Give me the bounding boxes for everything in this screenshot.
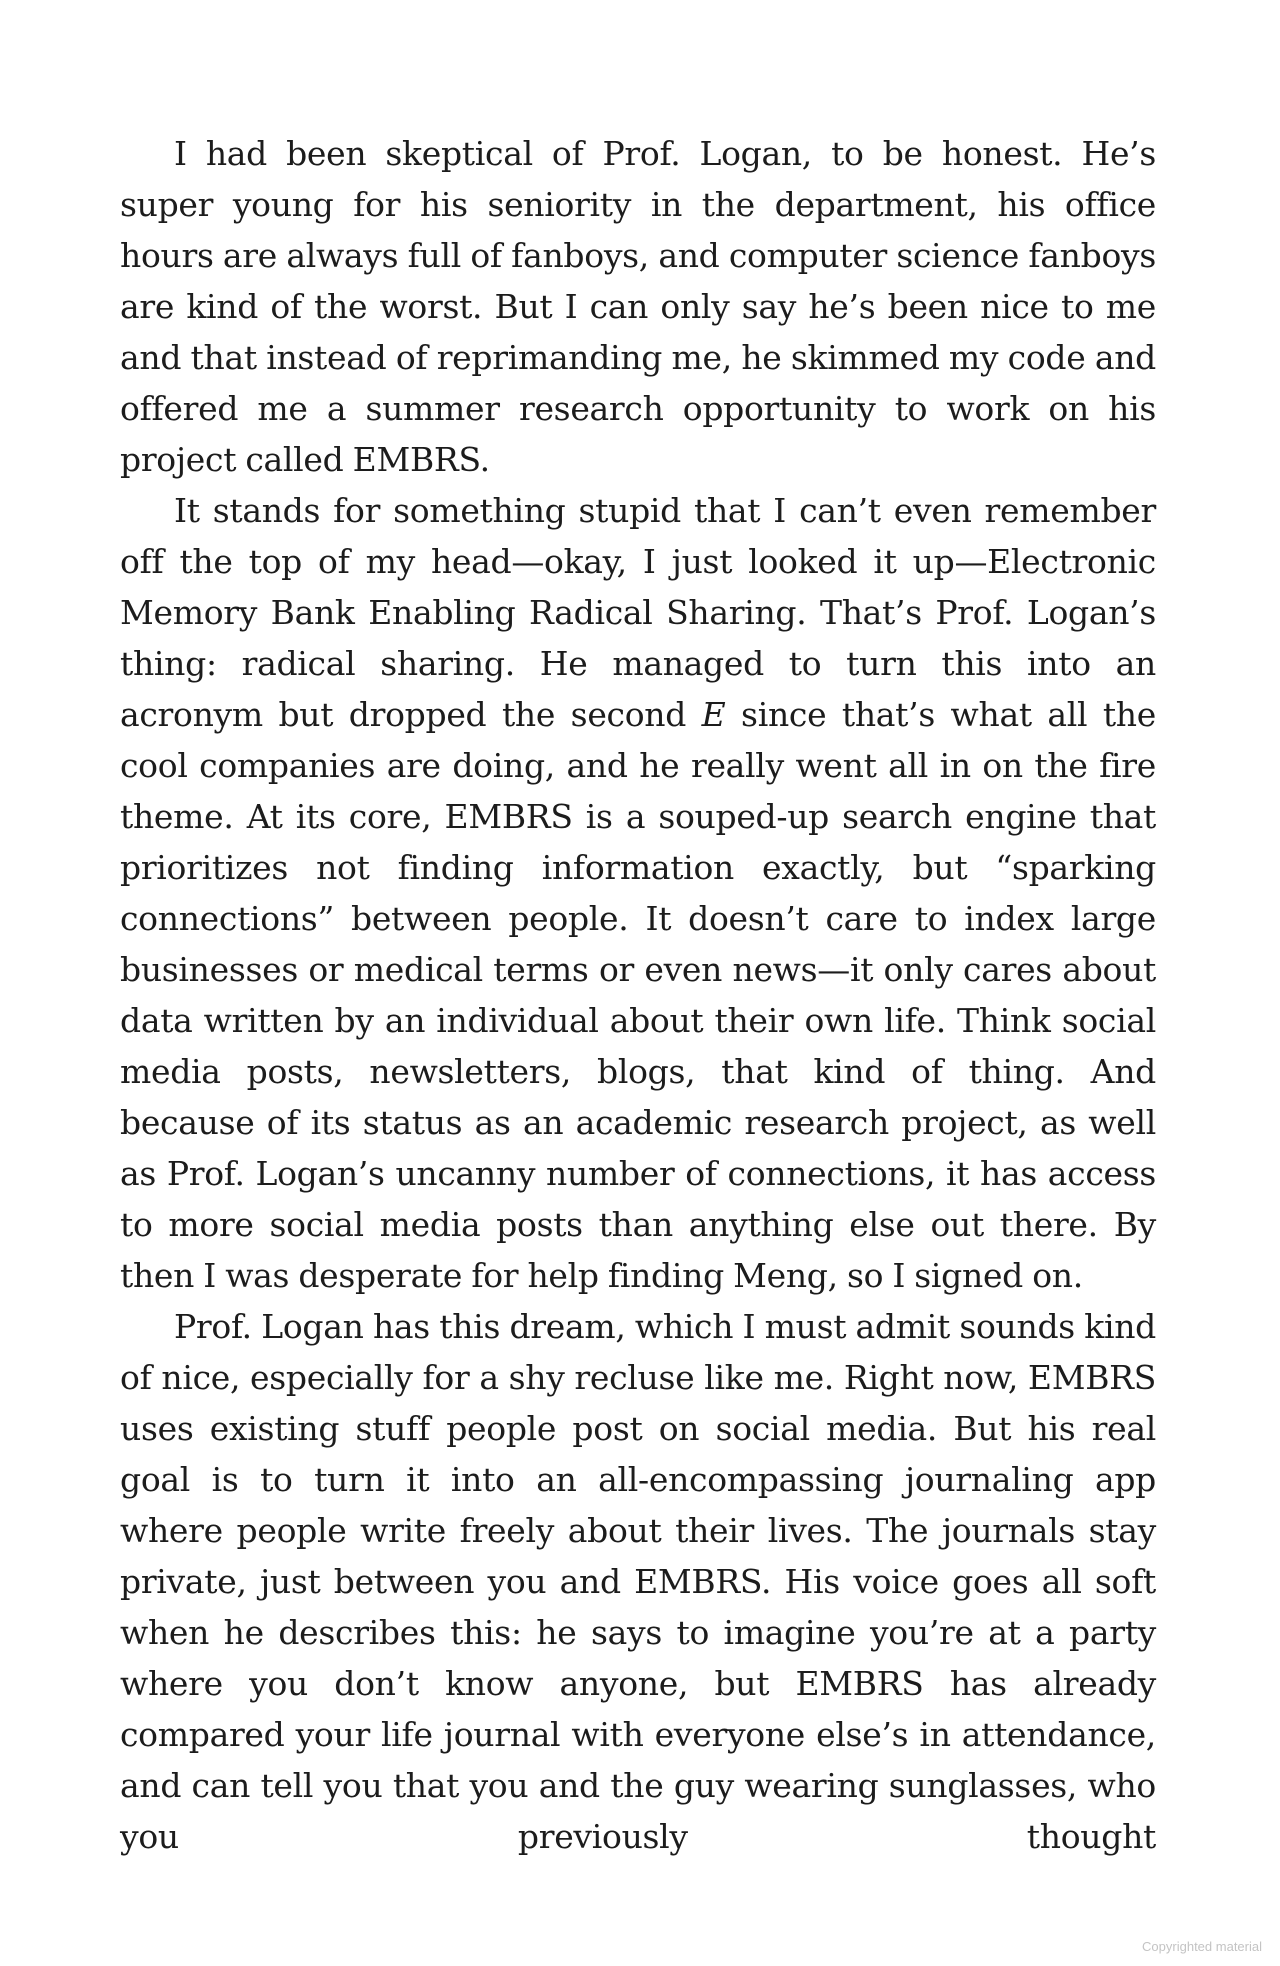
paragraph-2-text-end: since that’s what all the cool companies are doing, and he really went all in on the fire theme. At its core, EMBRS is a souped-up search engine that prioritizes not finding information exactly, but “sparking connections” between people. It doesn’t care to index large businesses or medical terms or even news—it only cares about data written by an individual about their own life. Think social media posts, newsletters, blogs, that kind of thing. And because of its status as an academic research project, as well as Prof. Logan’s uncanny number of connections, it has access to more social media posts than anything else out there. By then I was desperate for help finding Meng, so I signed on.: [120, 695, 1156, 1295]
body-text: [120, 128, 1156, 1862]
paragraph-2-emphasis: E: [701, 695, 726, 734]
paragraph-2: [120, 485, 1156, 1301]
paragraph-2-text-start: It stands for something stupid that I can’t even remember off the top of my head—okay, I just looked it up—Electronic Memory Bank Enabling Radical Sharing. That’s Prof. Logan’s thing: radical sharing. He managed to turn this into an acronym but dropped the second: [120, 491, 1156, 734]
paragraph-3-text: Prof. Logan has this dream, which I must admit sounds kind of nice, especially for a shy recluse like me. Right now, EMBRS uses existing stuff people post on social media. But his real goal is to turn it into an all-encompassing journaling app where people write freely about their lives. The journals stay private, just between you and EMBRS. His voice goes all soft when he describes this: he says to imagine you’re at a party where you don’t know anyone, but EMBRS has already compared your life journal with everyone else’s in attendance, and can tell you that you and the guy wearing sunglasses, who you previously thought: [120, 1307, 1156, 1856]
copyright-watermark: Copyrighted material: [1142, 1939, 1262, 1954]
paragraph-1: [120, 128, 1156, 485]
paragraph-1-text: I had been skeptical of Prof. Logan, to be honest. He’s super young for his seniority in the department, his office hours are always full of fanboys, and computer science fanboys are kind of the worst. But I can only say he’s been nice to me and that instead of reprimanding me, he skimmed my code and offered me a summer research opportunity to work on his project called EMBRS.: [120, 134, 1156, 479]
paragraph-3: [120, 1301, 1156, 1862]
